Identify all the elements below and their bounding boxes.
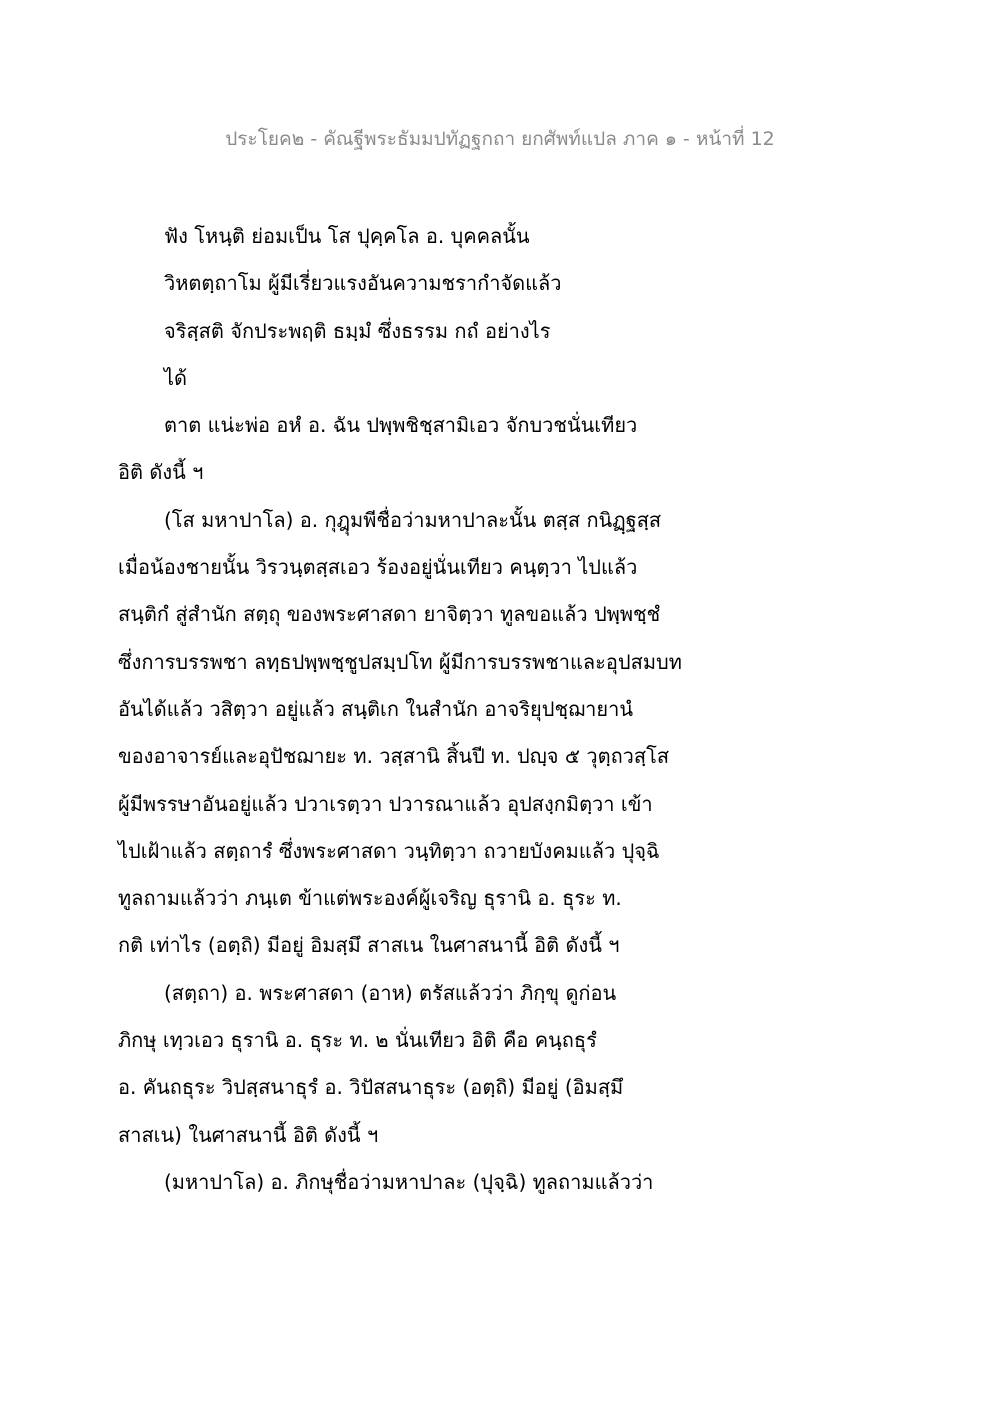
- text-line: กติ เท่าไร (อตฺถิ) มีอยู่ อิมสฺมึ สาสเน ในศาสนานี้ อิติ ดังนี้ ฯ: [118, 933, 620, 958]
- text-line: เมื่อน้องชายนั้น วิรวนฺตสฺสเอว ร้องอยู่นั่นเทียว คนฺตฺวา ไปแล้ว: [118, 555, 638, 580]
- text-line: อิติ ดังนี้ ฯ: [118, 460, 204, 485]
- body-text: [118, 213, 698, 1206]
- text-line: อันได้แล้ว วสิตฺวา อยู่แล้ว สนฺติเก ในสำนัก อาจริยุปชฺฌายานํ: [118, 696, 633, 721]
- text-line: ฟัง โหนฺติ ย่อมเป็น โส ปุคฺคโล อ. บุคคลนั้น: [164, 224, 530, 248]
- text-line: ภิกษุ เทฺวเอว ธุรานิ อ. ธุระ ท. ๒ นั่นเทียว อิติ คือ คนฺถธุรํ: [118, 1028, 597, 1053]
- text-line: ตาต แน่ะพ่อ อหํ อ. ฉัน ปพฺพชิชฺสามิเอว จักบวชนั่นเทียว: [164, 413, 638, 438]
- text-line: วิหตตฺถาโม ผู้มีเรี่ยวแรงอันความชรากำจัดแล้ว: [164, 271, 562, 296]
- text-line: สนฺติกํ สู่สำนัก สตฺถุ ของพระศาสดา ยาจิตฺวา ทูลขอแล้ว ปพฺพชฺชํ: [118, 602, 661, 627]
- text-line: (สตฺถา) อ. พระศาสดา (อาห) ตรัสแล้วว่า ภิกฺขุ ดูก่อน: [164, 980, 617, 1005]
- text-line: ซึ่งการบรรพชา ลทฺธปพฺพชฺชูปสมฺปโท ผู้มีการบรรพชาและอุปสมบท: [118, 649, 682, 674]
- text-line: (มหาปาโล) อ. ภิกษุชื่อว่ามหาปาละ (ปุจฺฉิ) ทูลถามแล้วว่า: [164, 1169, 654, 1194]
- text-line: (โส มหาปาโล) อ. กุฎุมพีชื่อว่ามหาปาละนั้น ตสฺส กนิฏฺฐสฺส: [164, 507, 662, 532]
- running-header: ประโยค๒ - คัณฐีพระธัมมปทัฏฐกถา ยกศัพท์แปล ภาค ๑ - หน้าที่ 12: [225, 128, 775, 150]
- text-line: ทูลถามแล้วว่า ภนฺเต ข้าแต่พระองค์ผู้เจริญ ธุรานิ อ. ธุระ ท.: [118, 886, 622, 911]
- text-line: สาสเน) ในศาสนานี้ อิติ ดังนี้ ฯ: [118, 1122, 379, 1147]
- text-line: ของอาจารย์และอุปัชฌายะ ท. วสฺสานิ สิ้นปี ท. ปญฺจ ๕ วุตฺถวสฺโส: [118, 744, 670, 769]
- text-line: จริสฺสติ จักประพฤติ ธมฺมํ ซึ่งธรรม กถํ อย่างไร: [164, 318, 551, 343]
- text-line: อ. คันถธุระ วิปสฺสนาธุรํ อ. วิปัสสนาธุระ (อตฺถิ) มีอยู่ (อิมสฺมึ: [118, 1075, 624, 1100]
- text-line: ไปเฝ้าแล้ว สตฺถารํ ซึ่งพระศาสดา วนฺทิตฺวา ถวายบังคมแล้ว ปุจฺฉิ: [118, 838, 660, 863]
- text-line: ผู้มีพรรษาอันอยู่แล้ว ปวาเรตฺวา ปวารณาแล้ว อุปสงฺกมิตฺวา เข้า: [118, 791, 653, 816]
- text-line: ได้: [164, 365, 188, 390]
